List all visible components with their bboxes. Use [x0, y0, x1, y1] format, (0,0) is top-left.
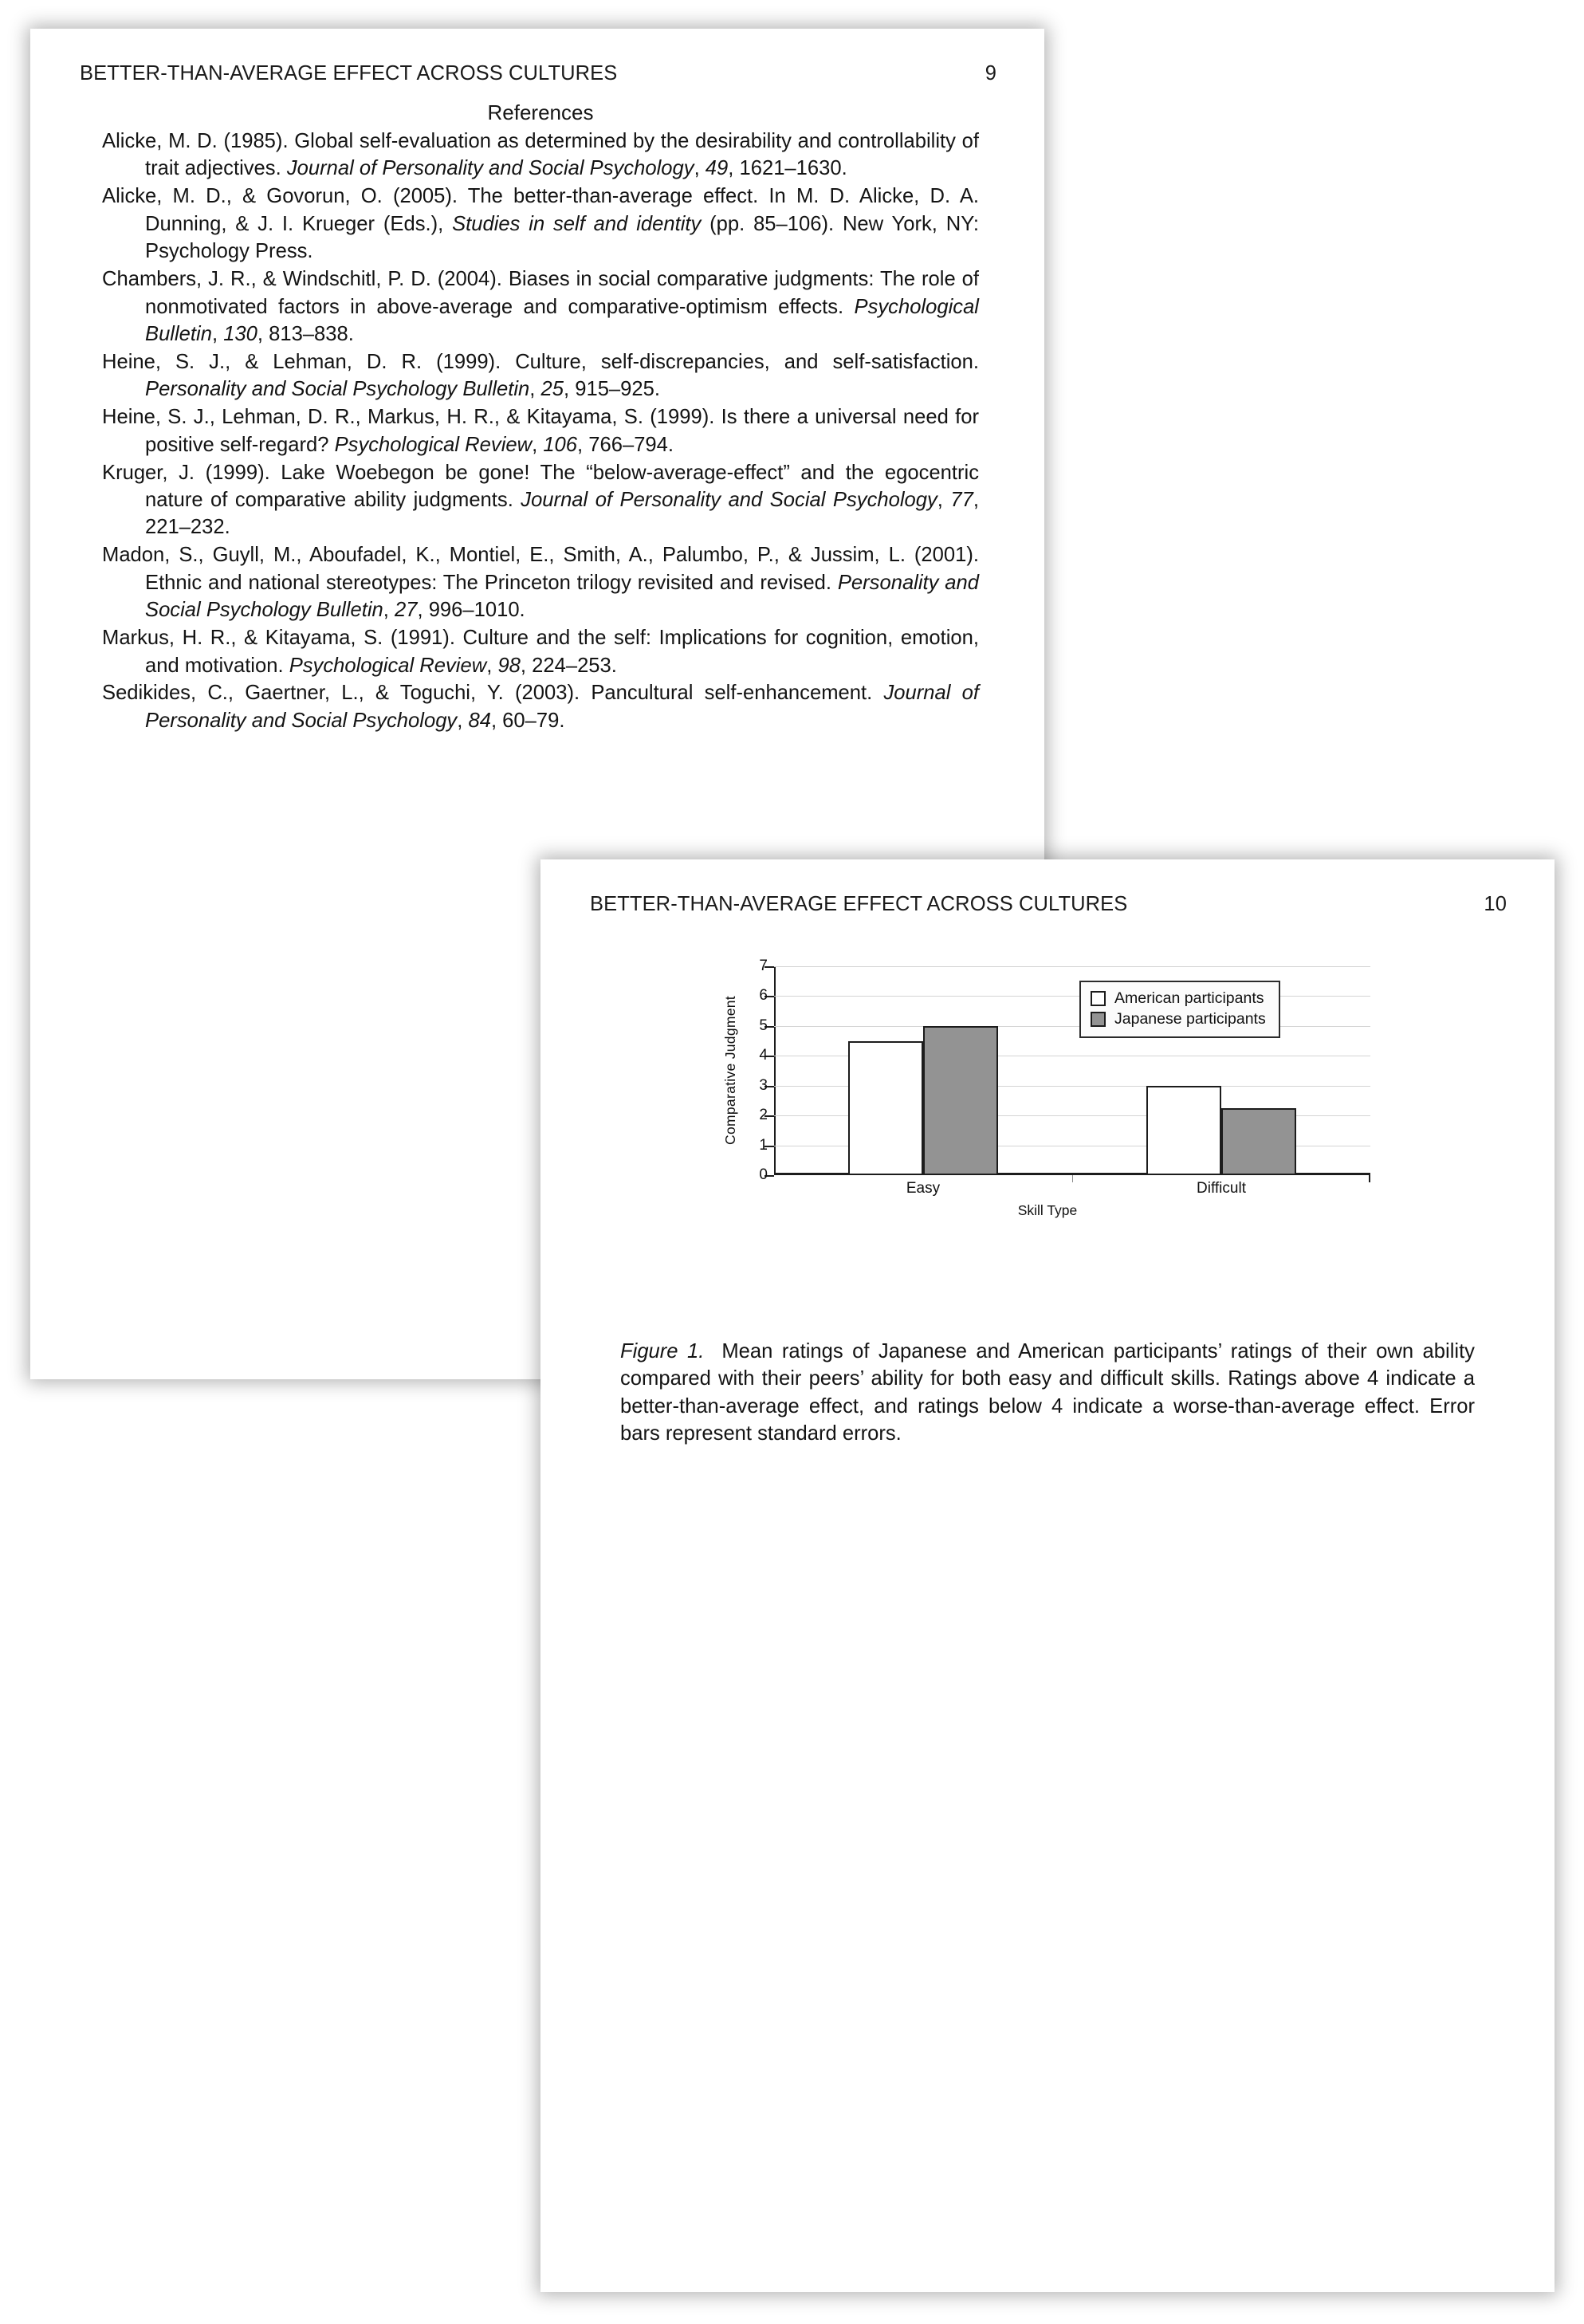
bar-difficult-american	[1146, 1086, 1221, 1175]
reference-text-segment: ,	[532, 433, 544, 456]
bar-chart	[721, 958, 1370, 1218]
chart-legend	[1079, 981, 1280, 1038]
reference-text-segment: Sedikides, C., Gaertner, L., & Toguchi, Y. (2003). Pancultural self-enhancement.	[102, 682, 884, 705]
reference-text-segment: , 60–79.	[490, 709, 565, 732]
y-axis-tick-label: 1	[759, 1136, 768, 1154]
reference-text-segment: , 915–925.	[564, 378, 660, 401]
reference-text-segment: Madon, S., Guyll, M., Aboufadel, K., Montiel, E., Smith, A., Palumbo, P., & Jussim, L. (2001). Ethnic and national stereotypes: The Princeton trilogy revisited and revised.	[102, 544, 979, 594]
reference-italic-segment: 84	[468, 709, 491, 732]
gridline	[774, 996, 1370, 997]
reference-text-segment: ,	[457, 709, 469, 732]
y-axis-tick-label: 5	[759, 1017, 768, 1034]
y-axis-tick-label: 0	[759, 1166, 768, 1183]
reference-entry	[102, 348, 979, 403]
reference-entry	[102, 459, 979, 541]
reference-italic-segment: Journal of Personality and Social Psychology	[521, 488, 937, 511]
reference-text-segment: Alicke, M. D. (1985). Global self-evaluation as determined by the desirability and controllability of trait adjectives.	[102, 130, 979, 180]
reference-text-segment: ,	[383, 599, 395, 622]
reference-entry	[102, 183, 979, 265]
y-axis-tick-label: 2	[759, 1107, 768, 1124]
legend-item-japanese	[1091, 1009, 1266, 1030]
reference-italic-segment: Personality and Social Psychology Bulletin	[145, 571, 979, 622]
figure-caption-text: Mean ratings of Japanese and American participants’ ratings of their own ability compared with their peers’ ability for both easy and difficult skills. Ratings above 4 indicate a better-than-average effect, and ratings below 4 indicate a worse-than-average effect. Error bars represent standard errors.	[620, 1340, 1475, 1445]
reference-italic-segment: 77	[950, 488, 973, 511]
page-number: 10	[1484, 893, 1507, 915]
reference-text-segment: ,	[529, 378, 541, 401]
references-list	[102, 128, 979, 734]
legend-swatch-icon-japanese	[1091, 1012, 1106, 1027]
reference-italic-segment: Journal of Personality and Social Psychology	[145, 682, 979, 732]
reference-text-segment: ,	[937, 488, 951, 511]
running-head-page-10	[540, 893, 1555, 916]
reference-entry	[102, 624, 979, 679]
y-axis-line	[774, 966, 776, 1175]
reference-entry	[102, 403, 979, 458]
reference-italic-segment: Psychological Review	[334, 433, 533, 456]
x-axis-label: Skill Type	[1017, 1202, 1078, 1218]
legend-label-american: American participants	[1114, 989, 1264, 1007]
reference-text-segment: Heine, S. J., Lehman, D. R., Markus, H. R., & Kitayama, S. (1999). Is there a universal need for positive self-regard?	[102, 406, 979, 456]
reference-entry	[102, 128, 979, 183]
reference-italic-segment: 49	[705, 157, 729, 180]
reference-text-segment: , 221–232.	[145, 488, 979, 539]
figure-caption	[620, 1338, 1475, 1448]
reference-italic-segment: 106	[543, 433, 578, 456]
reference-text-segment: ,	[694, 157, 706, 180]
reference-text-segment: Markus, H. R., & Kitayama, S. (1991). Culture and the self: Implications for cognition, emotion, and motivation.	[102, 627, 979, 677]
reference-text-segment: ,	[211, 322, 224, 345]
reference-italic-segment: Journal of Personality and Social Psychology	[286, 157, 694, 180]
running-head-title: BETTER-THAN-AVERAGE EFFECT ACROSS CULTURES	[80, 62, 618, 85]
y-axis-tick-label: 3	[759, 1076, 768, 1094]
reference-italic-segment: 98	[497, 654, 521, 677]
reference-text-segment: Kruger, J. (1999). Lake Woebegon be gone! The “below-average-effect” and the egocentric nature of comparative ability judgments.	[102, 461, 979, 511]
reference-text-segment: ,	[486, 654, 498, 677]
document-page-10	[540, 859, 1555, 2292]
reference-italic-segment: Psychological Review	[289, 654, 487, 677]
figure-1-block	[540, 958, 1555, 1445]
gridline	[774, 1026, 1370, 1027]
reference-text-segment: (pp. 85–106). New York, NY: Psychology Press.	[145, 212, 979, 263]
x-axis-category-label: Easy	[906, 1180, 941, 1197]
reference-italic-segment: 27	[395, 599, 418, 622]
y-axis-label-text: Comparative Judgment	[721, 995, 738, 1145]
reference-italic-segment: 25	[540, 378, 564, 401]
references-heading: References	[487, 100, 594, 124]
reference-text-segment: , 766–794.	[577, 433, 674, 456]
bar-difficult-japanese	[1221, 1108, 1296, 1175]
reference-italic-segment: Studies in self and identity	[452, 212, 702, 235]
reference-italic-segment: Psychological Bulletin	[145, 295, 979, 345]
reference-text-segment: , 813–838.	[257, 322, 354, 345]
reference-text-segment: Alicke, M. D., & Govorun, O. (2005). The better-than-average effect. In M. D. Alicke, D. A. Dunning, & J. I. Krueger (Eds.),	[102, 185, 979, 235]
reference-entry	[102, 541, 979, 623]
gridline	[774, 966, 1370, 967]
bar-easy-japanese	[923, 1026, 998, 1175]
y-axis-label	[720, 963, 741, 1177]
reference-italic-segment: Personality and Social Psychology Bulletin	[145, 378, 530, 401]
y-axis-tick-label: 4	[759, 1047, 768, 1064]
reference-text-segment: Heine, S. J., & Lehman, D. R. (1999). Culture, self-discrepancies, and self-satisfaction.	[102, 350, 979, 373]
legend-swatch-icon-american	[1091, 991, 1106, 1006]
reference-text-segment: , 1621–1630.	[728, 157, 847, 180]
reference-text-segment: , 224–253.	[520, 654, 617, 677]
references-section	[102, 102, 979, 735]
reference-text-segment: , 996–1010.	[417, 599, 525, 622]
reference-entry	[102, 679, 979, 734]
legend-label-japanese: Japanese participants	[1114, 1009, 1266, 1028]
reference-text-segment: Chambers, J. R., & Windschitl, P. D. (2004). Biases in social comparative judgments: The role of nonmotivated factors in above-average and comparative-optimism effects.	[102, 268, 979, 318]
page-number: 9	[985, 62, 996, 85]
reference-entry	[102, 265, 979, 348]
y-axis-tick-label: 6	[759, 987, 768, 1005]
reference-italic-segment: 130	[223, 322, 257, 345]
running-head-page-9	[30, 62, 1044, 85]
y-axis-tick-label: 7	[759, 958, 768, 974]
bar-easy-american	[848, 1041, 923, 1175]
plot-area	[759, 958, 1370, 1183]
x-axis-end-tick-mark	[1369, 1175, 1370, 1182]
x-axis-tick-mark	[1072, 1175, 1073, 1182]
legend-item-american	[1091, 989, 1266, 1009]
x-axis-category-label: Difficult	[1197, 1180, 1246, 1197]
running-head-title: BETTER-THAN-AVERAGE EFFECT ACROSS CULTURES	[590, 893, 1128, 915]
figure-number: Figure 1.	[620, 1340, 705, 1363]
